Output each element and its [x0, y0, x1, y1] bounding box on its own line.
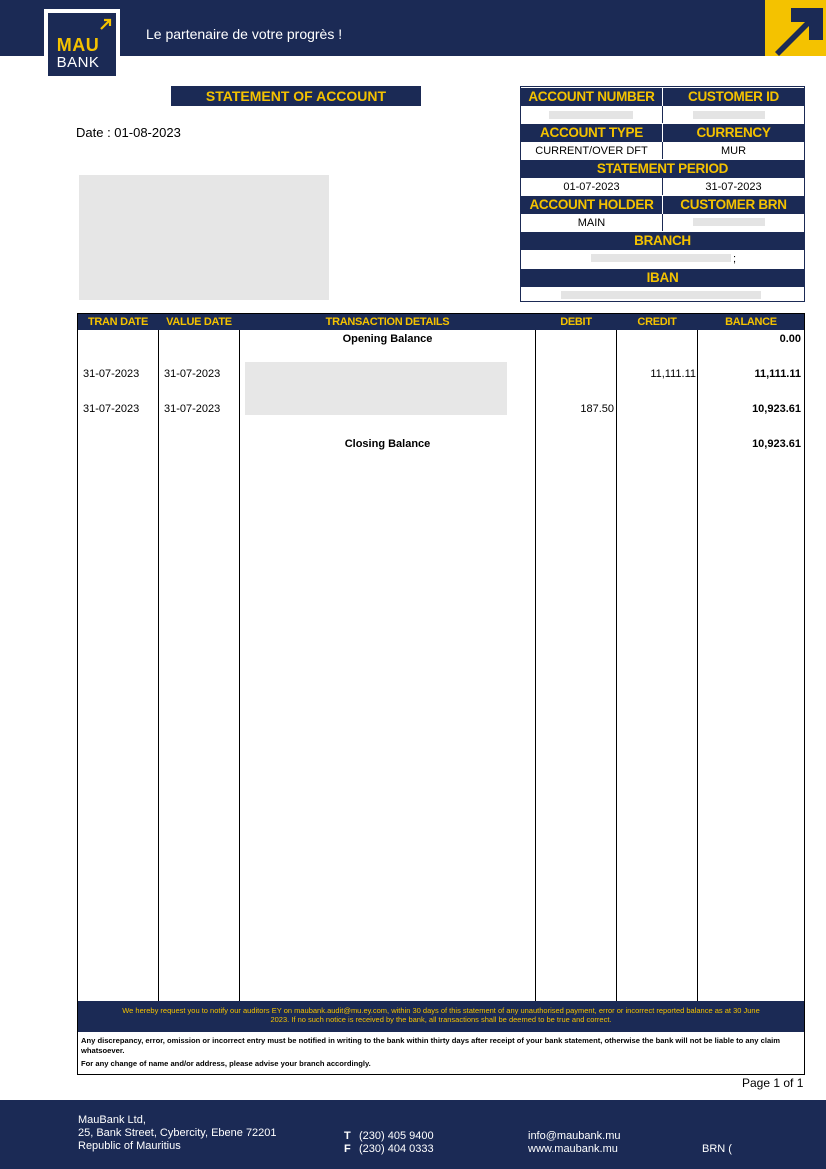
column-divider: [239, 330, 240, 1001]
customer-brn-label: CUSTOMER BRN: [663, 196, 804, 214]
redacted-branch: [591, 254, 731, 262]
col-header-credit: CREDIT: [637, 316, 677, 328]
redacted-transaction-details: [245, 362, 507, 415]
account-type-label: ACCOUNT TYPE: [521, 124, 662, 142]
row1-credit: 11,111.11: [650, 368, 696, 380]
column-divider: [616, 330, 617, 1001]
logo-text-mau: MAU: [56, 35, 100, 55]
currency-value: MUR: [720, 145, 747, 157]
col-header-balance: BALANCE: [725, 316, 777, 328]
footer-fax: (230) 404 0333: [359, 1143, 434, 1155]
disclaimer-line-2: 2023. If no such notice is received by the bank, all transactions shall be deemed to be true and correct.: [270, 1015, 612, 1024]
account-holder-label: ACCOUNT HOLDER: [521, 196, 662, 214]
period-to: 31-07-2023: [705, 181, 762, 193]
notice-discrepancy: Any discrepancy, error, omission or incorrect entry must be notified in writing to the bank within thirty days after receipt of your bank statement, otherwise the bank will not be liable to any claim whatsoever.: [81, 1036, 781, 1055]
account-type-value: CURRENT/OVER DFT: [535, 145, 648, 157]
transactions-table: [77, 313, 805, 1075]
account-holder-value: MAIN: [577, 217, 606, 229]
footer-fax-label: F: [344, 1143, 351, 1155]
redacted-customer-brn: [693, 218, 765, 226]
maubank-logo: [44, 9, 120, 80]
footer-email[interactable]: info@maubank.mu: [528, 1130, 621, 1142]
column-divider: [697, 330, 698, 1001]
footer-tel-label: T: [344, 1130, 351, 1142]
branch-suffix: ;: [733, 253, 737, 265]
branch-label: BRANCH: [521, 232, 804, 250]
row2-balance: 10,923.61: [752, 403, 801, 415]
row2-debit: 187.50: [580, 403, 614, 415]
col-header-tran-date: TRAN DATE: [87, 316, 149, 328]
statement-period-label: STATEMENT PERIOD: [521, 160, 804, 178]
redacted-customer-id: [693, 111, 765, 119]
footer-company: MauBank Ltd,: [78, 1114, 146, 1126]
period-from: 01-07-2023: [563, 181, 620, 193]
redacted-account-number: [549, 111, 633, 119]
table-header-row: [78, 314, 804, 330]
row1-tran-date: 31-07-2023: [83, 368, 140, 380]
page-number: Page 1 of 1: [742, 1076, 804, 1090]
notice-change-address: For any change of name and/or address, please advise your branch accordingly.: [81, 1059, 371, 1068]
column-divider: [535, 330, 536, 1001]
row2-tran-date: 31-07-2023: [83, 403, 140, 415]
footer-brn: BRN (: [702, 1143, 732, 1155]
footer-website[interactable]: www.maubank.mu: [528, 1143, 618, 1155]
currency-label: CURRENCY: [663, 124, 804, 142]
row1-value-date: 31-07-2023: [164, 368, 221, 380]
statement-date: Date : 01-08-2023: [76, 125, 181, 140]
logo-arrow-icon: [100, 18, 112, 30]
col-header-value-date: VALUE DATE: [166, 316, 232, 328]
tagline: Le partenaire de votre progrès !: [146, 26, 343, 42]
account-info-box: [520, 86, 805, 302]
footer: [0, 1100, 826, 1169]
row2-value-date: 31-07-2023: [164, 403, 221, 415]
corner-arrow-icon: [765, 0, 826, 56]
closing-balance-value: 10,923.61: [752, 438, 801, 450]
disclaimer-line-1: We hereby request you to notify our auditors EY on maubank.audit@mu.ey.com, within 30 days of this statement of any unauthorised payment, error or incorrect reported balance as at 30 June: [122, 1006, 760, 1015]
col-header-debit: DEBIT: [560, 316, 592, 328]
account-number-label: ACCOUNT NUMBER: [521, 88, 662, 106]
column-divider: [158, 330, 159, 1001]
footer-tel: (230) 405 9400: [359, 1130, 434, 1142]
statement-notice: [78, 1032, 804, 1073]
header-bar: [0, 0, 826, 56]
iban-label: IBAN: [521, 269, 804, 287]
opening-balance-label: Opening Balance: [342, 333, 433, 345]
auditor-disclaimer: [78, 1001, 804, 1032]
logo-text-bank: BANK: [56, 54, 100, 71]
customer-id-label: CUSTOMER ID: [663, 88, 804, 106]
statement-title: STATEMENT OF ACCOUNT: [171, 86, 421, 106]
opening-balance-value: 0.00: [779, 333, 801, 345]
footer-address: 25, Bank Street, Cybercity, Ebene 72201: [78, 1127, 277, 1139]
redacted-iban: [561, 291, 761, 299]
footer-country: Republic of Mauritius: [78, 1140, 181, 1152]
col-header-transaction-details: TRANSACTION DETAILS: [325, 316, 450, 328]
redacted-address-block: [79, 175, 329, 300]
closing-balance-label: Closing Balance: [344, 438, 431, 450]
row1-balance: 11,111.11: [754, 368, 801, 380]
